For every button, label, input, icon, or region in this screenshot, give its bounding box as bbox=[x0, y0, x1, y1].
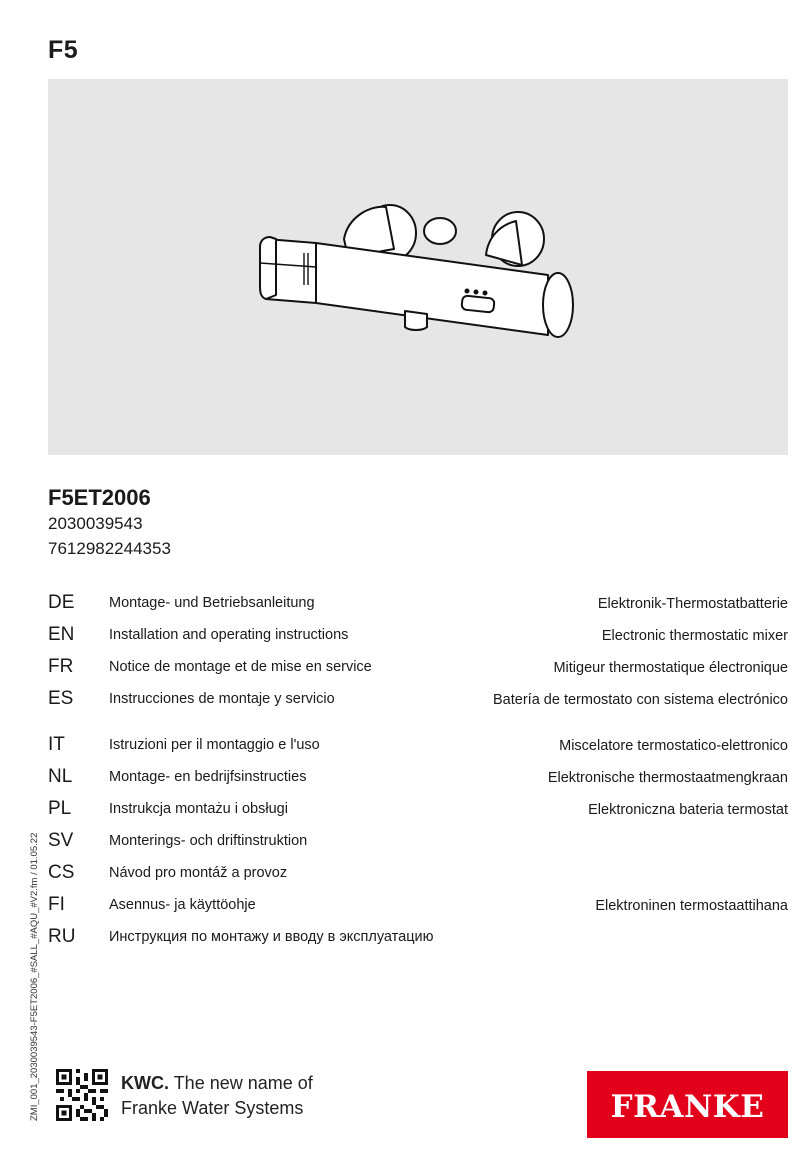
instructions-title: Instrukcja montażu i obsługi bbox=[109, 801, 288, 817]
franke-logo-text: FRANKE bbox=[610, 1089, 765, 1125]
instructions-title: Návod pro montáž a provoz bbox=[109, 865, 288, 881]
language-code: SV bbox=[48, 830, 74, 851]
instructions-title: Istruzioni per il montaggio e l'uso bbox=[109, 737, 320, 753]
article-number: 2030039543 bbox=[48, 514, 143, 533]
kwc-tagline bbox=[121, 1071, 313, 1121]
language-code: FI bbox=[48, 894, 65, 915]
language-code: PL bbox=[48, 798, 72, 819]
kwc-logo: KWC. bbox=[121, 1073, 169, 1093]
product-name: Miscelatore termostatico-elettronico bbox=[559, 738, 788, 754]
language-code: IT bbox=[48, 734, 65, 755]
language-code: DE bbox=[48, 592, 75, 613]
product-name: Mitigeur thermostatique électronique bbox=[553, 660, 788, 676]
language-code: CS bbox=[48, 862, 75, 883]
product-name: Electronic thermostatic mixer bbox=[601, 628, 788, 644]
instructions-title: Monterings- och driftinstruktion bbox=[109, 833, 308, 849]
franke-logo bbox=[587, 1071, 788, 1138]
product-name: Elektroninen termostaattihana bbox=[595, 898, 788, 914]
instructions-title: Montage- en bedrijfsinstructies bbox=[109, 769, 307, 785]
model-number: F5ET2006 bbox=[48, 485, 151, 510]
instructions-title: Montage- und Betriebsanleitung bbox=[109, 595, 315, 611]
language-code: FR bbox=[48, 656, 74, 677]
instructions-title: Installation and operating instructions bbox=[109, 627, 349, 643]
ean-code: 7612982244353 bbox=[48, 539, 171, 558]
thermostatic-mixer-drawing bbox=[48, 79, 788, 455]
qr-code[interactable] bbox=[56, 1069, 108, 1121]
product-name: Batería de termostato con sistema electrónico bbox=[493, 692, 788, 708]
language-code: ES bbox=[48, 688, 74, 709]
instructions-title: Notice de montage et de mise en service bbox=[109, 659, 372, 675]
product-illustration bbox=[48, 79, 788, 455]
language-code: NL bbox=[48, 766, 73, 787]
product-name: Elektroniczna bateria termostat bbox=[588, 802, 788, 818]
document-reference: ZMI_001_2030039543-F5ET2006_#SALL_#AQU_#V2.fm / 01.05.22 bbox=[29, 832, 40, 1121]
kwc-line1: The new name of bbox=[173, 1073, 313, 1093]
product-name: Elektronik-Thermostatbatterie bbox=[597, 596, 788, 612]
language-code: RU bbox=[48, 926, 76, 947]
page-title: F5 bbox=[48, 36, 79, 64]
product-name: Elektronische thermostaatmengkraan bbox=[547, 770, 788, 786]
kwc-line2: Franke Water Systems bbox=[121, 1098, 304, 1118]
instructions-title: Instrucciones de montaje y servicio bbox=[109, 691, 335, 707]
instructions-title: Asennus- ja käyttöohje bbox=[109, 897, 256, 913]
language-code: EN bbox=[48, 624, 75, 645]
instructions-title: Инструкция по монтажу и вводу в эксплуатацию bbox=[109, 929, 434, 945]
